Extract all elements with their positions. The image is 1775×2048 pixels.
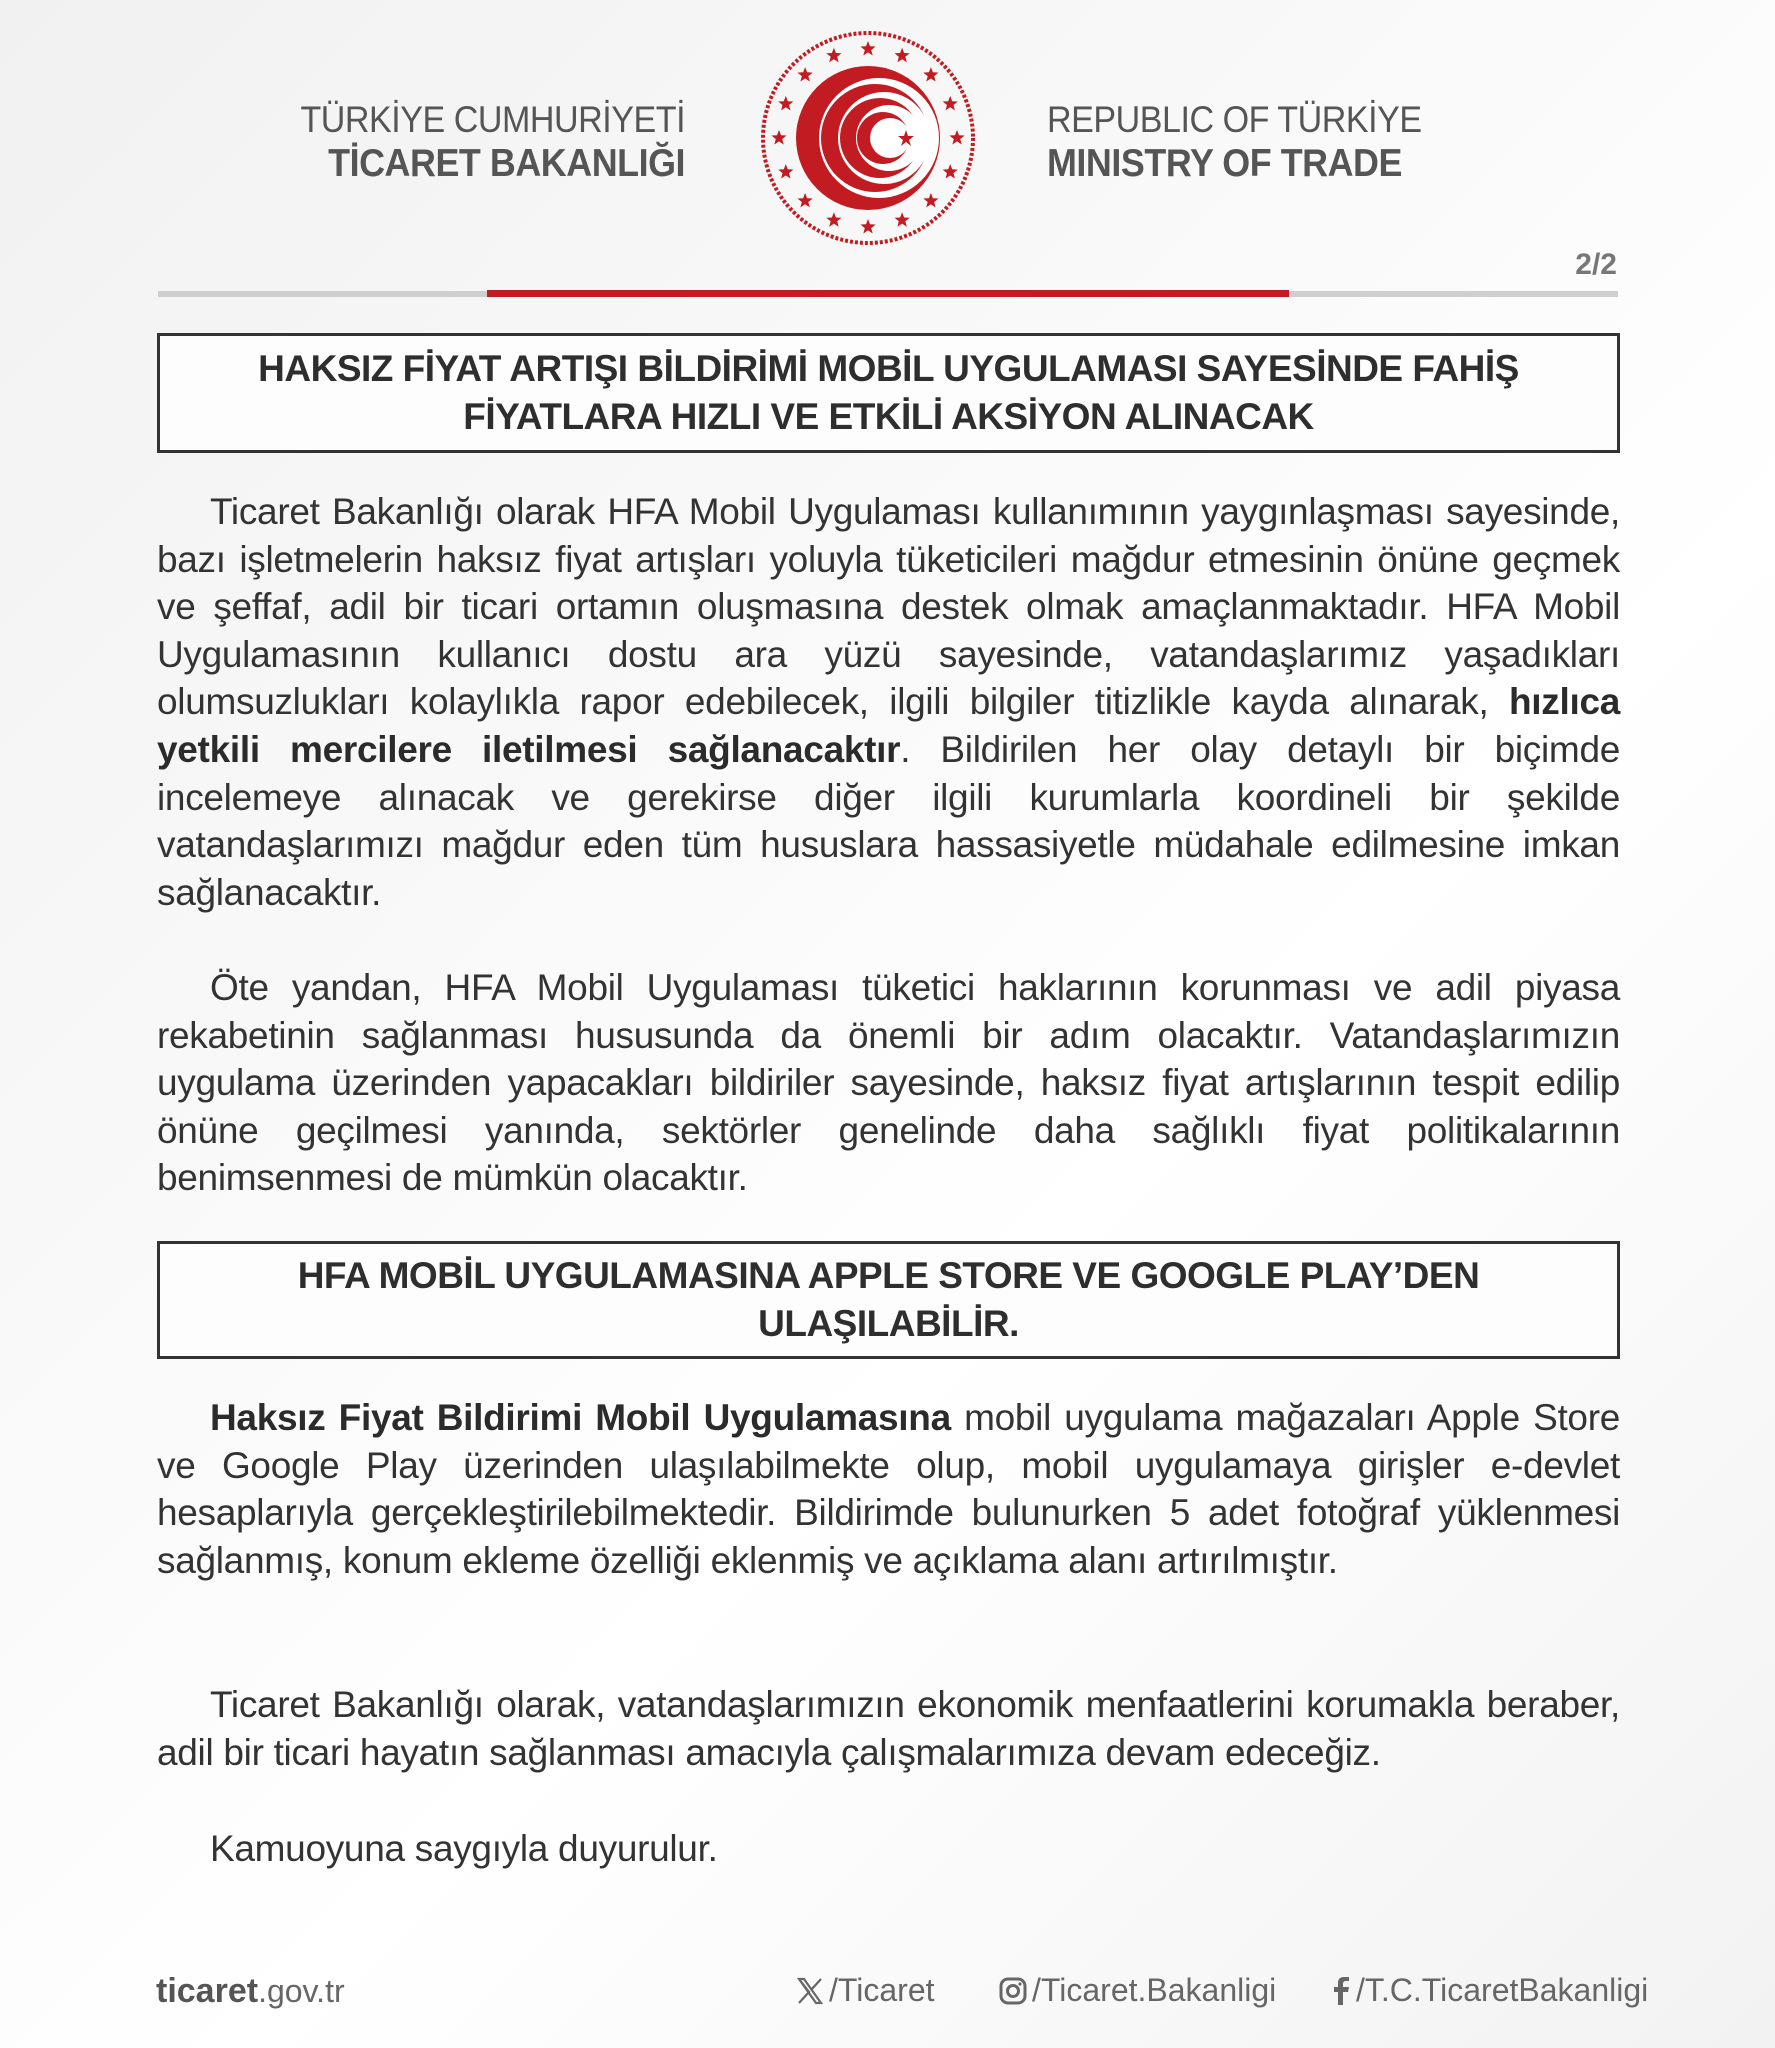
paragraph-text: . Bildirilen her olay detaylı bir biçimde incelemeye alınacak ve gerekirse diğer ilgili kurumlarla koordineli bir şekilde vatandaşlarımızı mağdur eden tüm hususlara hassasiyetle müdahale edilmesine imkan sağlanacaktır. — [157, 728, 1620, 913]
x-icon — [795, 1976, 825, 2006]
emblem-star-icon — [798, 67, 813, 81]
emblem-star-icon — [895, 48, 910, 62]
emblem-star-icon — [923, 67, 938, 81]
paragraph-4 — [157, 1681, 1620, 1776]
emblem-star-icon — [943, 164, 958, 178]
header-divider-accent — [487, 290, 1289, 297]
letterhead — [0, 0, 1775, 281]
paragraph-3 — [157, 1394, 1620, 1584]
paragraph-text: Ticaret Bakanlığı olarak HFA Mobil Uygulaması kullanımının yaygınlaşması sayesinde, bazı işletmelerin haksız fiyat artışları yoluyla tüketicileri mağdur etmesinin önüne geçmek ve şeffaf, adil bir ticari ortamın oluşmasına destek olmak amaçlanmaktadır. HFA Mobil Uygulamasının kullanıcı dostu ara yüzü sayesinde, vatandaşlarımız yaşadıkları olumsuzlukları kolaylıkla rapor edebilecek, ilgili bilgiler titizlikle kayda alınarak, — [157, 491, 1620, 723]
emblem-star-icon — [949, 130, 964, 145]
facebook-icon — [1330, 1976, 1352, 2006]
heading-line: HFA MOBİL UYGULAMASINA APPLE STORE VE GOOGLE PLAY’DEN — [297, 1255, 1480, 1296]
social-handle: /T.C.TicaretBakanligi — [1356, 1972, 1649, 2008]
social-facebook-link[interactable] — [1330, 1972, 1648, 2009]
social-instagram-link[interactable] — [998, 1972, 1276, 2009]
emblem-star-icon — [826, 212, 841, 227]
emblem-star-icon — [778, 96, 793, 111]
emblem-star-icon — [860, 219, 875, 234]
emblem-star-icon — [798, 193, 813, 208]
paragraph-text: mobil uygulama mağazaları Apple Store ve Google Play üzerinden ulaşılabilmekte olup, mobil uygulamaya girişler e-devlet hesaplarıyla gerçekleştirilebilmektedir. Bildirimde bulunurken 5 adet fotoğraf yüklenmesi sağlanmış, konum ekleme özelliği eklenmiş ve açıklama alanı artırılmıştır. — [157, 1397, 1621, 1581]
emblem-star-icon — [826, 48, 841, 62]
ministry-title-tr: TİCARET BAKANLIĞI — [328, 142, 685, 185]
website-domain-bold: ticaret — [156, 1972, 259, 2010]
footer — [0, 1970, 1775, 2020]
heading-line: FİYATLARA HIZLI VE ETKİLİ AKSİYON ALINACAK — [463, 396, 1314, 437]
social-handle: /Ticaret.Bakanligi — [1032, 1972, 1277, 2008]
paragraph-emphasis: hızlıca yetkili mercilere iletilmesi sağlanacaktır — [157, 681, 1620, 770]
instagram-icon — [998, 1976, 1028, 2006]
paragraph-2 — [157, 964, 1620, 1202]
section-heading-1 — [157, 333, 1620, 453]
ministry-emblem-icon — [758, 28, 978, 248]
emblem-star-icon — [778, 164, 793, 178]
paragraph-text: Öte yandan, HFA Mobil Uygulaması tüketici haklarının korunması ve adil piyasa rekabetinin sağlanması hususunda da önemli bir adım olacaktır. Vatandaşlarımızın uygulama üzerinden yapacakları bildiriler sayesinde, haksız fiyat artışlarının tespit edilip önüne geçilmesi yanında, sektörler genelinde daha sağlıklı fiyat politikalarının benimsenmesi de mümkün olacaktır. — [157, 967, 1620, 1199]
paragraph-text: Kamuoyuna saygıyla duyurulur. — [210, 1828, 718, 1869]
paragraph-text: Ticaret Bakanlığı olarak, vatandaşlarımızın ekonomik menfaatlerini korumakla beraber, adil bir ticari hayatın sağlanması amacıyla çalışmalarımıza devam edeceğiz. — [157, 1684, 1620, 1773]
heading-line: HAKSIZ FİYAT ARTIŞI BİLDİRİMİ MOBİL UYGULAMASI SAYESİNDE FAHİŞ — [258, 348, 1519, 389]
emblem-star-icon — [771, 130, 786, 145]
emblem-star-icon — [860, 41, 875, 56]
republic-name-en: REPUBLIC OF TÜRKİYE — [1047, 99, 1422, 140]
closing-line — [157, 1825, 1620, 1873]
heading-line: ULAŞILABİLİR. — [758, 1303, 1019, 1344]
republic-name-tr: TÜRKİYE CUMHURİYETİ — [300, 99, 685, 140]
page-number: 2/2 — [1575, 248, 1617, 281]
ministry-name-en — [1047, 98, 1454, 186]
paragraph-emphasis: Haksız Fiyat Bildirimi Mobil Uygulamasına — [210, 1397, 951, 1438]
emblem-star-icon — [943, 96, 958, 111]
emblem-star-icon — [923, 193, 938, 208]
emblem-star-icon — [895, 212, 910, 227]
website-link[interactable] — [156, 1972, 345, 2011]
website-domain-rest: .gov.tr — [258, 1973, 345, 2009]
paragraph-1 — [157, 488, 1620, 916]
section-heading-2 — [157, 1241, 1620, 1359]
social-handle: /Ticaret — [829, 1972, 935, 2008]
social-x-link[interactable] — [795, 1972, 935, 2009]
ministry-title-en: MINISTRY OF TRADE — [1047, 142, 1402, 185]
ministry-name-tr — [267, 98, 685, 186]
